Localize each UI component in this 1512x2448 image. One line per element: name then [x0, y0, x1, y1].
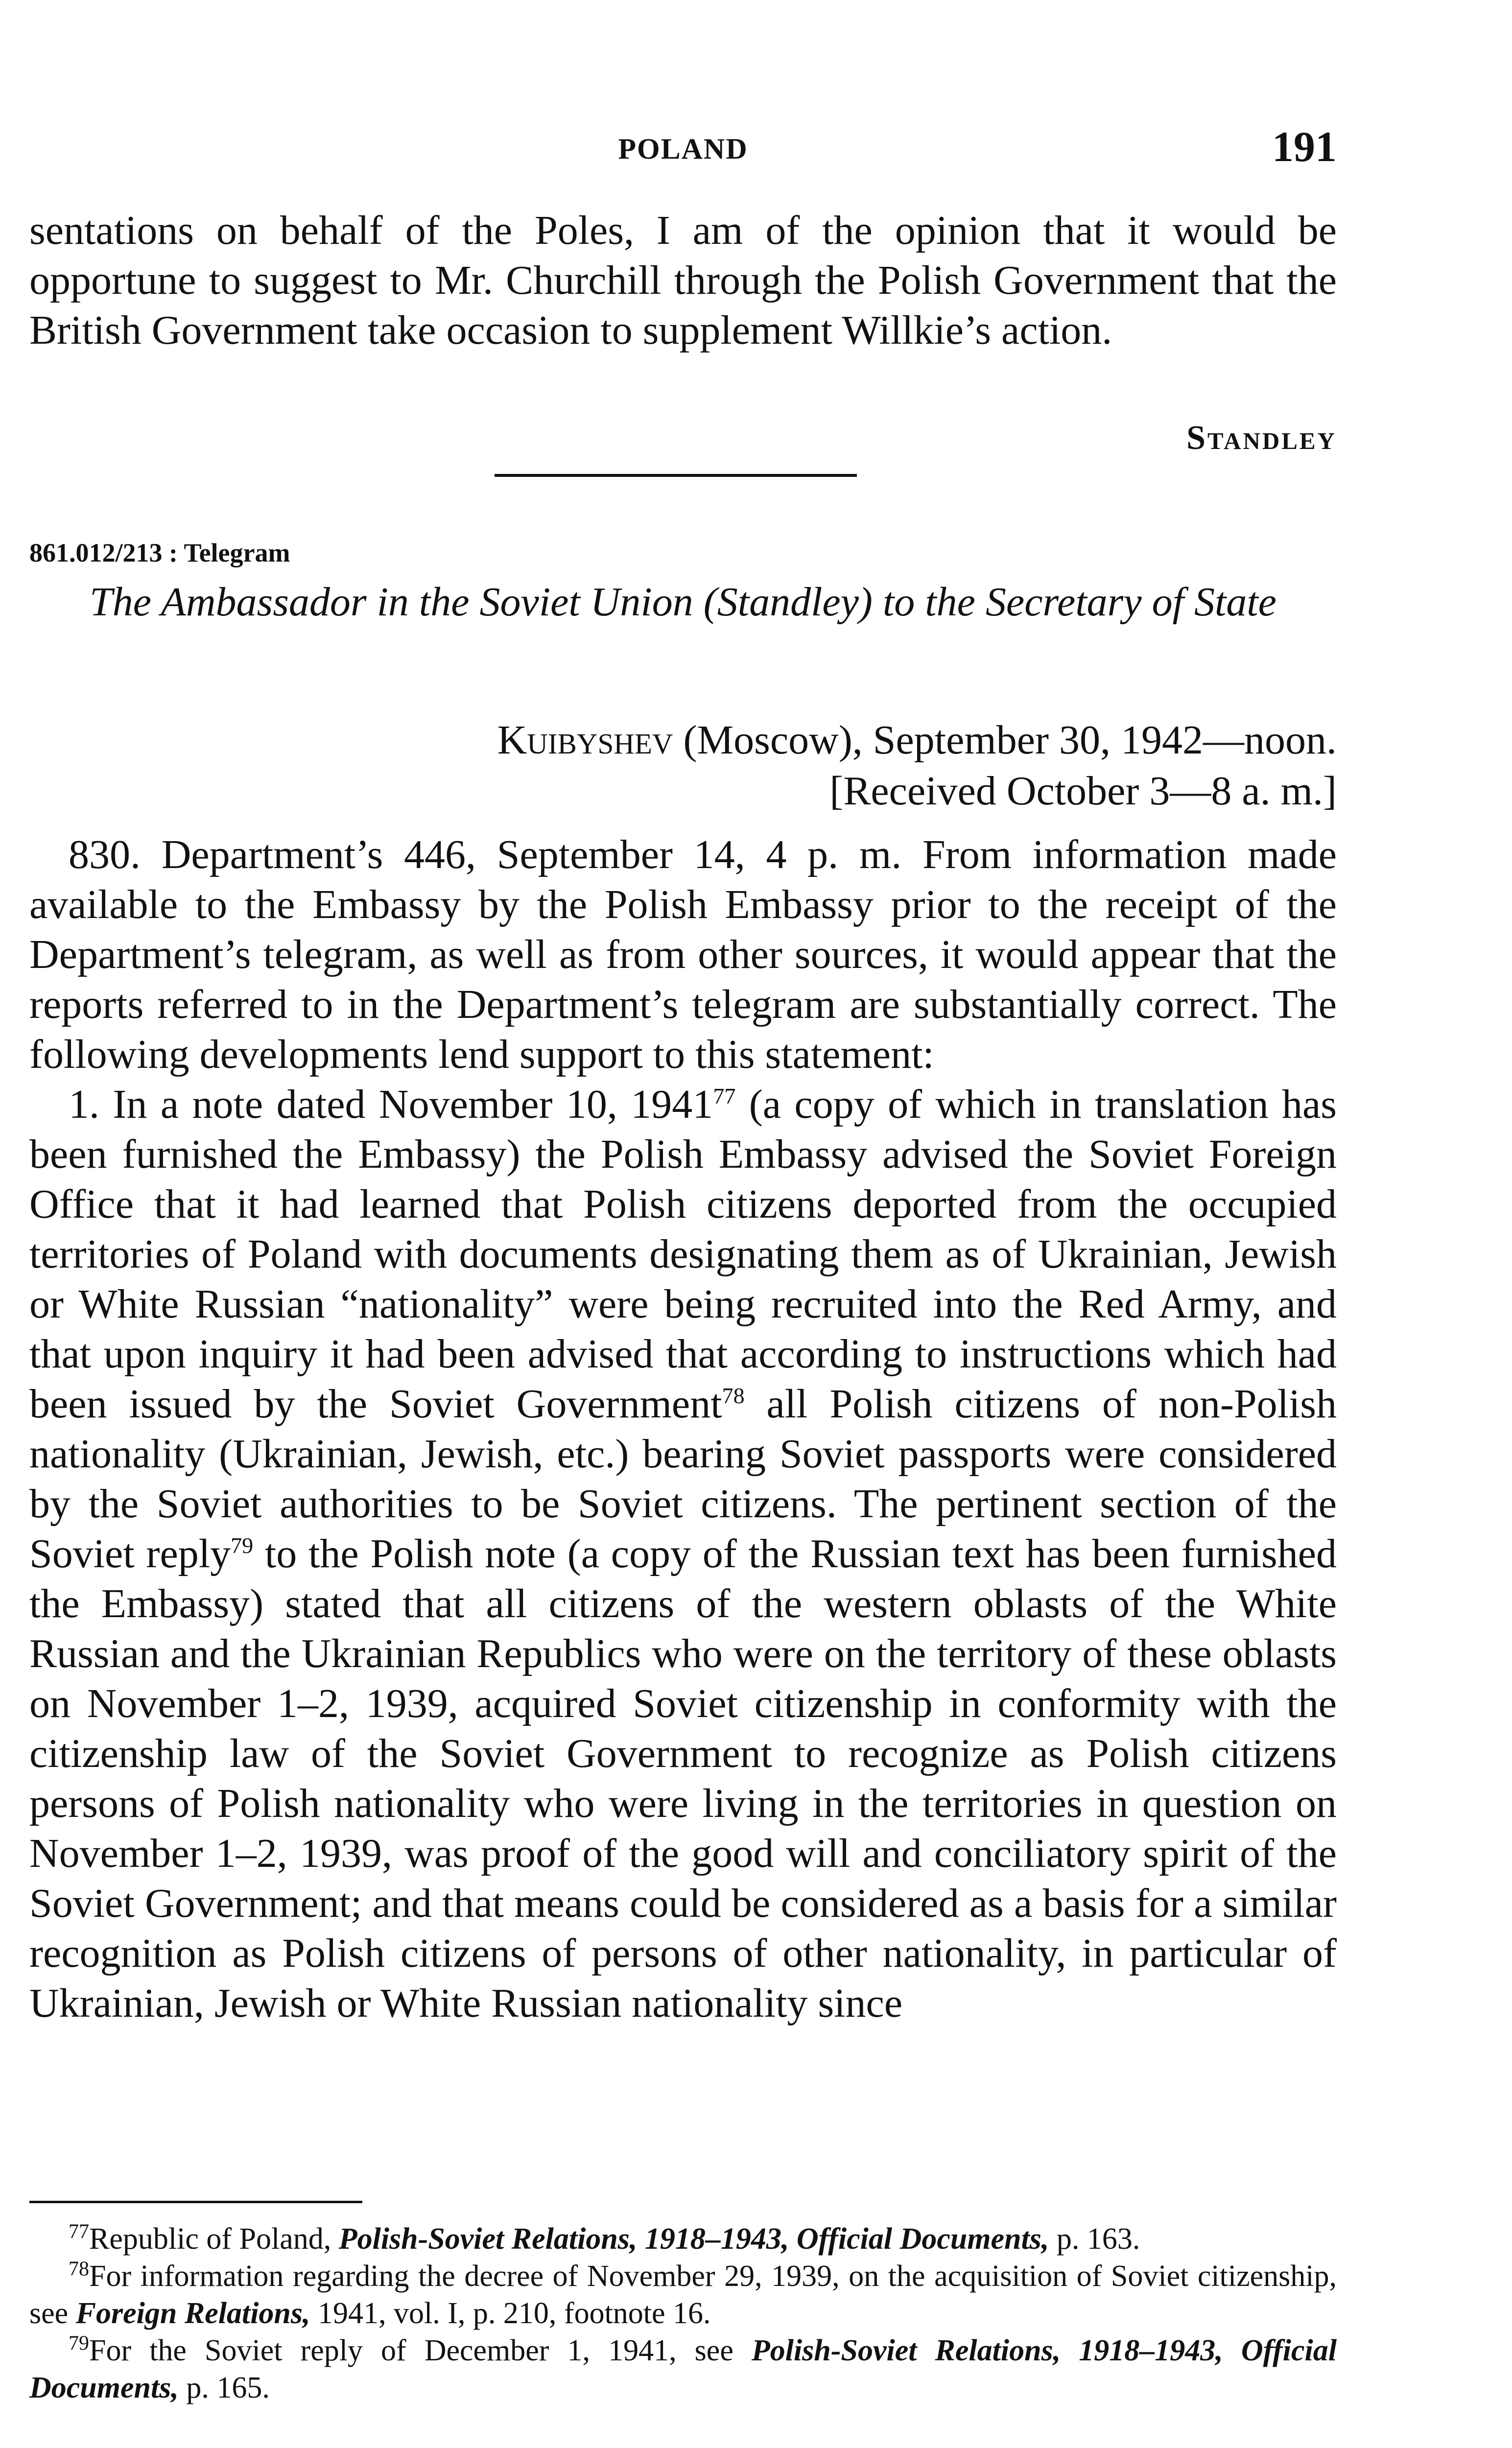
- file-reference: 861.012/213 : Telegram: [29, 538, 290, 567]
- footnote: [29, 2332, 1337, 2406]
- footnote-citation: Foreign Relations,: [75, 2297, 310, 2330]
- footnote-ref-78: 78: [722, 1383, 745, 1408]
- footnote-rule: [29, 2201, 362, 2203]
- footnote: [29, 2220, 1337, 2258]
- item1-text-a: 1. In a note dated November 10, 1941: [69, 1082, 713, 1127]
- dateline-line: [260, 715, 1337, 766]
- footnote-mark: 79: [69, 2332, 89, 2355]
- footnote-text: For the Soviet reply of December 1, 1941, see: [89, 2334, 752, 2367]
- footnote-citation: Polish-Soviet Relations, 1918–1943, Official Documents,: [338, 2222, 1049, 2256]
- running-head: [29, 122, 1337, 181]
- telegram-lead-paragraph: 830. Department’s 446, September 14, 4 p. m. From information made available to the Embassy by the Polish Embassy prior to the receipt of the Department’s telegram, as well as from other sources, it would appear that the reports referred to in the Department’s telegram are substantially correct. The following developments lend support to this statement:: [29, 832, 1337, 1077]
- running-title: POLAND: [618, 133, 748, 165]
- footnote-text: p. 165.: [178, 2371, 270, 2404]
- dateline-rest: (Moscow), September 30, 1942—noon.: [673, 717, 1337, 763]
- footnote-mark: 78: [69, 2258, 89, 2281]
- dateline: [260, 715, 1337, 817]
- footnote-text: p. 163.: [1049, 2222, 1140, 2256]
- item1-text-c: all Polish citizens of non-Polish nationality (Ukrainian, Jewish, etc.) bearing Soviet passports were considered by the Soviet authorities to be Soviet citizens. The pertinent section of the Soviet reply: [29, 1381, 1337, 1577]
- section-separator: [495, 474, 857, 477]
- footnotes: [29, 2220, 1337, 2406]
- footnote-ref-77: 77: [713, 1083, 736, 1108]
- footnote-text: For information regarding the decree of November 29, 1939, on the acquisition of Soviet citizenship, see: [29, 2260, 1337, 2330]
- telegram-item-1: [29, 1080, 1337, 2028]
- item1-text-d: to the Polish note (a copy of the Russian text has been furnished the Embassy) stated that all citizens of the western oblasts of the White Russian and the Ukrainian Republics who were on the territory of these oblasts on November 1–2, 1939, acquired Soviet citizenship in conformity with the citizenship law of the Soviet Government to recognize as Polish citizens persons of Polish nationality who were living in the territories in question on November 1–2, 1939, was proof of the good will and conciliatory spirit of the Soviet Government; and that means could be considered as a basis for a similar recognition as Polish citizens of persons of other nationality, in particular of Ukrainian, Jewish or White Russian nationality since: [29, 1531, 1337, 2026]
- footnote-text: Republic of Poland,: [89, 2222, 339, 2256]
- footnote-ref-79: 79: [231, 1533, 254, 1558]
- page-number: 191: [1272, 123, 1337, 171]
- item1-text-b: (a copy of which in translation has been furnished the Embassy) the Polish Embassy advised the Soviet Foreign Office that it had learned that Polish citizens deported from the occupied territories of Poland with documents designating them as of Ukrainian, Jewish or White Russian “nationality” were being recruited into the Red Army, and that upon inquiry it had been advised that according to instructions which had been issued by the Soviet Government: [29, 1082, 1337, 1427]
- signature: Standley: [1186, 419, 1337, 457]
- footnote-citation: Polish-Soviet Relations, 1918–1943, Official Documents,: [29, 2334, 1337, 2404]
- footnote-text: 1941, vol. I, p. 210, footnote 16.: [310, 2297, 711, 2330]
- received-line: [Received October 3—8 a. m.]: [829, 768, 1337, 814]
- footnote: [29, 2258, 1337, 2332]
- document-title: The Ambassador in the Soviet Union (Standley) to the Secretary of State: [90, 579, 1276, 625]
- telegram-body: [29, 830, 1337, 2028]
- continuation-paragraph: sentations on behalf of the Poles, I am of the opinion that it would be opportune to suggest to Mr. Churchill through the Polish Government that the British Government take occasion to supplement Willkie’s action.: [29, 208, 1337, 353]
- dateline-place: Kuibyshev: [497, 717, 673, 763]
- footnote-mark: 77: [69, 2220, 89, 2243]
